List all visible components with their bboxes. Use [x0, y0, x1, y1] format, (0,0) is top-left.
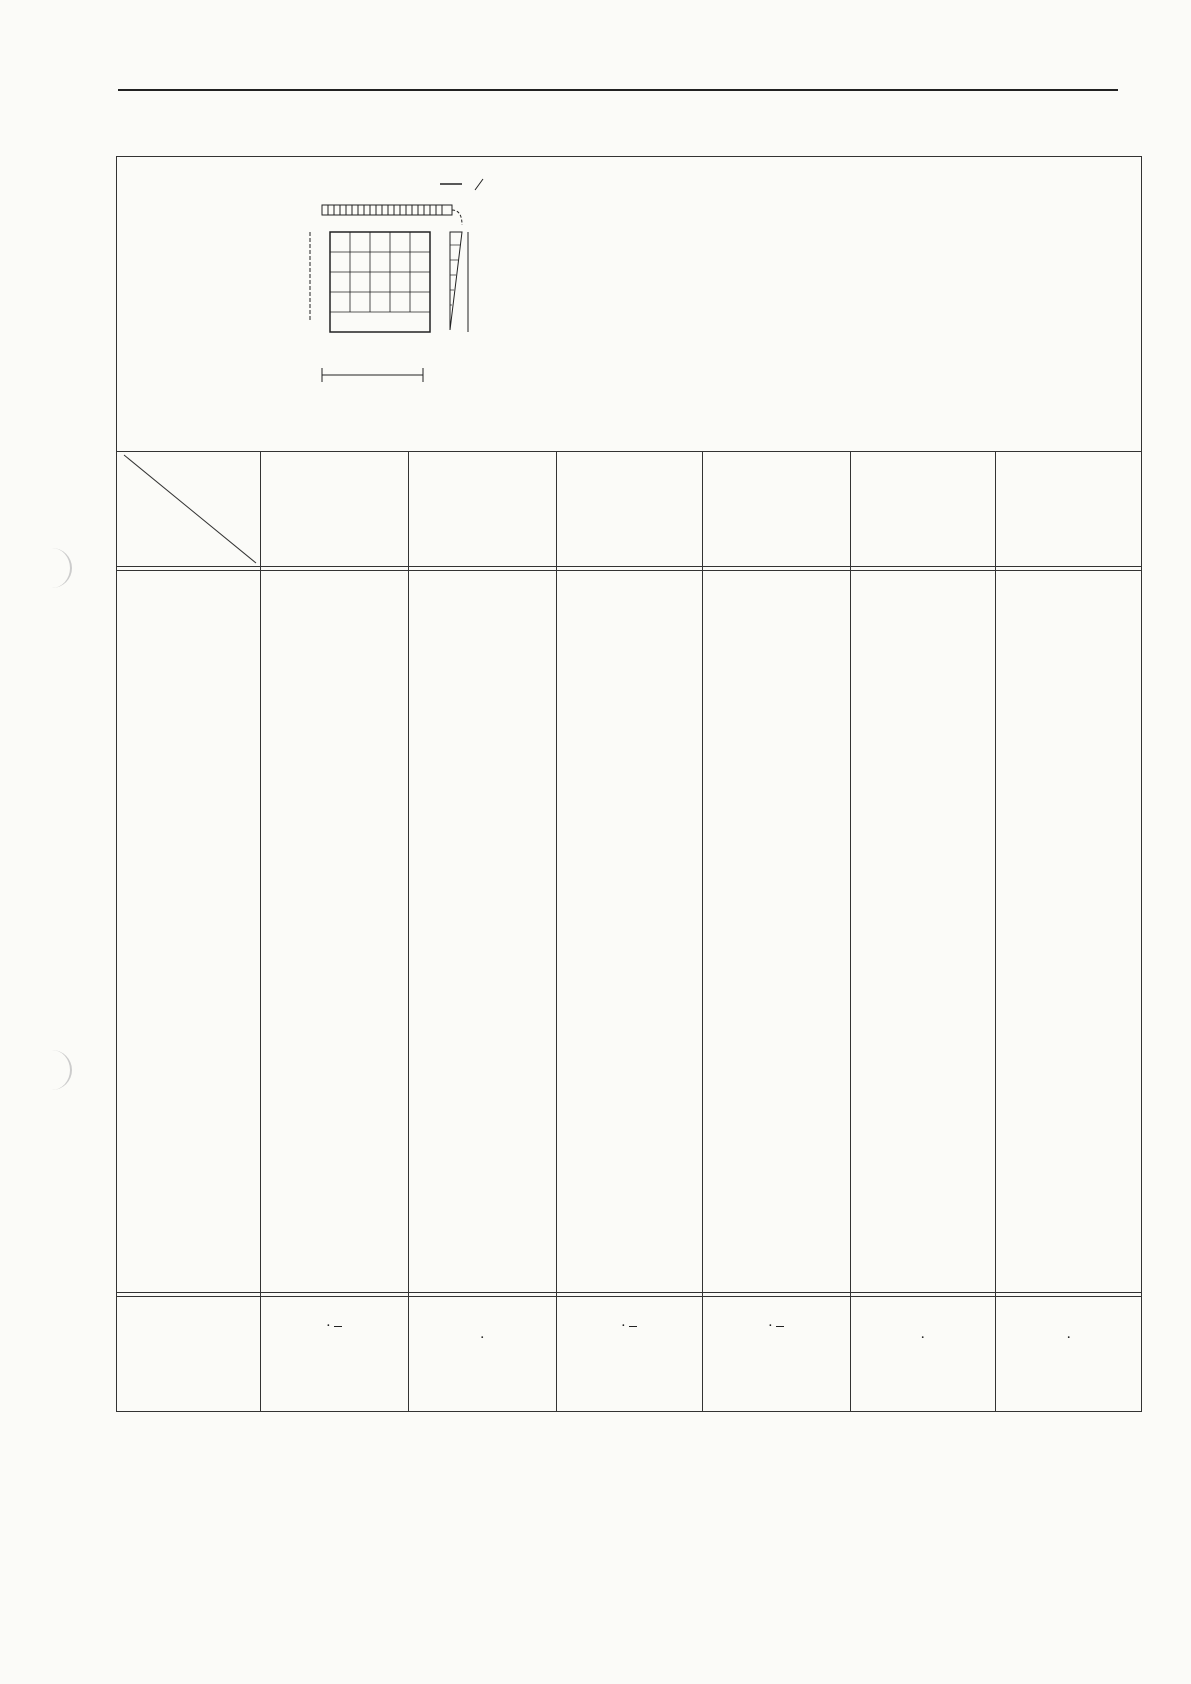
multiplier-myy: · [702, 1318, 850, 1335]
multiplier-q: · [480, 1330, 484, 1346]
table-frame [116, 156, 1142, 1412]
binder-hole [40, 1050, 72, 1090]
multiplier-myy-2: · [1066, 1330, 1071, 1346]
multiplier-w: · [260, 1318, 408, 1335]
multiplier-wxx: · [556, 1318, 702, 1335]
corner-diagonal [116, 451, 260, 566]
plate-scheme-figure [290, 170, 560, 415]
binder-hole [40, 548, 72, 588]
header-rule [118, 89, 1118, 91]
multiplier-mxx: · [920, 1330, 925, 1346]
